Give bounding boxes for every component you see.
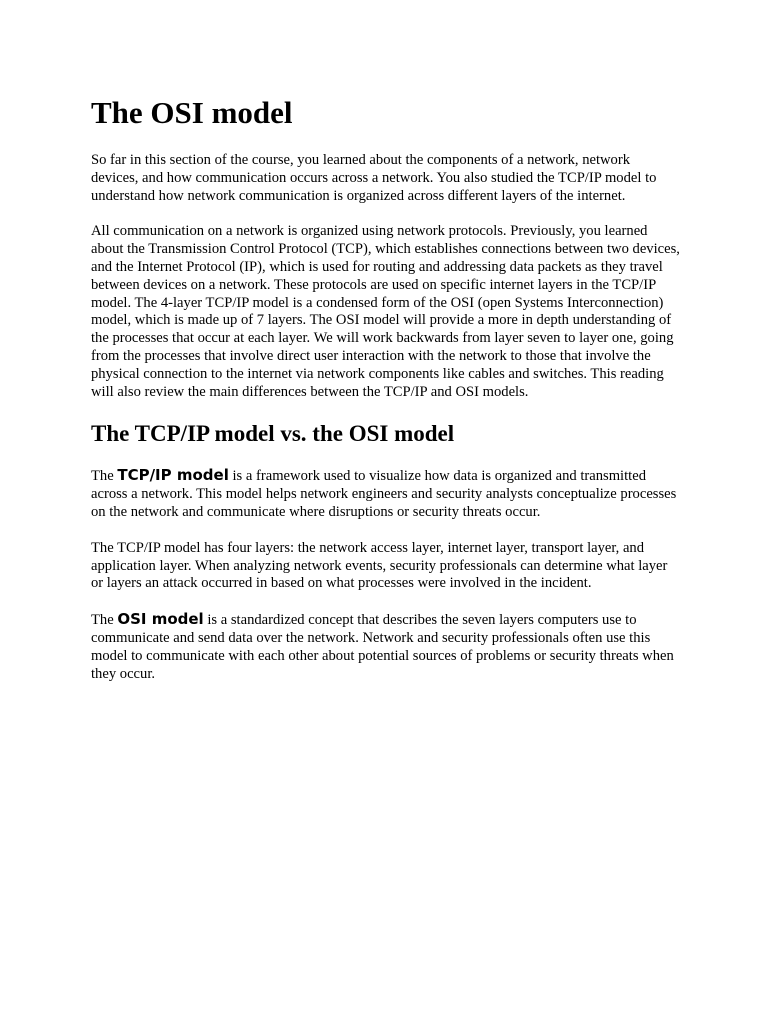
paragraph-text: is a framework used to visualize how data is organized and transmitted across a network. This model helps network engineers and security analysts conceptualize processes on the network and communicate where disruptions or security threats occur.: [91, 468, 677, 520]
osi-model-term: OSI model: [117, 610, 204, 629]
paragraph-prefix: The: [91, 468, 118, 485]
tcpip-layers-paragraph: The TCP/IP model has four layers: the network access layer, internet layer, transport layer, and application layer. When analyzing network events, security professionals can determine what layer or layers an attack occurred in based on what processes were involved in the incident.: [91, 539, 668, 592]
tcpip-definition-paragraph: [91, 467, 681, 521]
paragraph-text: is a standardized concept that describes the seven layers computers use to communicate and send data over the network. Network and security professionals often use this model to communicate with each other about potential sources of problems or security threats when they occur.: [91, 612, 674, 682]
document-body: [91, 95, 681, 701]
intro-paragraph-2: All communication on a network is organized using network protocols. Previously, you learned about the Transmission Control Protocol (TCP), which establishes connections between two devices, and the Internet Protocol (IP), which is used for routing and addressing data packets as they travel between devices on a network. These protocols are used on specific internet layers in the TCP/IP model. The 4-layer TCP/IP model is a condensed form of the OSI (open Systems Interconnection) model, which is made up of 7 layers. The OSI model will provide a more in depth understanding of the processes that occur at each layer. We will work backwards from layer seven to layer one, going from the processes that involve direct user interaction with the network to those that involve the physical connection to the internet via network components like cables and switches. This reading will also review the main differences between the TCP/IP and OSI models.: [91, 223, 680, 400]
section-heading: The TCP/IP model vs. the OSI model: [91, 421, 455, 447]
intro-paragraph-1: So far in this section of the course, you learned about the components of a network, network devices, and how communication occurs across a network. You also studied the TCP/IP model to understand how network communication is organized across different layers of the internet.: [91, 152, 657, 204]
tcpip-model-term: TCP/IP model: [117, 466, 229, 485]
osi-definition-paragraph: [91, 611, 681, 683]
page-title: The OSI model: [91, 95, 293, 130]
paragraph-prefix: The: [91, 612, 118, 629]
